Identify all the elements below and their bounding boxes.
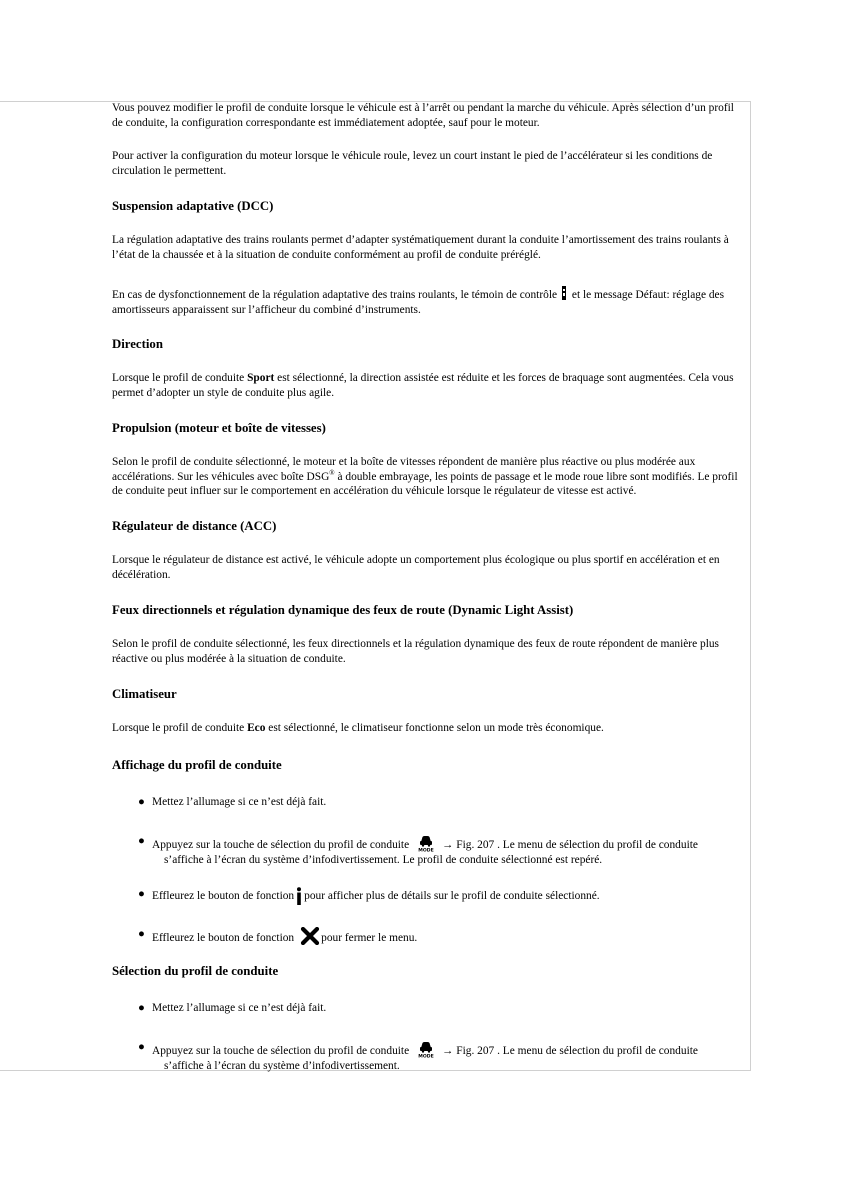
direction-p-bold: Sport	[247, 372, 275, 384]
propulsion-p-after: à double embrayage, les points de passage et le mode roue libre sont modifiés. Le profil de conduite peut influer sur le comportement en accélération du véhicule lorsque le régulateur de vitesse est activé.	[112, 470, 738, 498]
heading-acc: Régulateur de distance (ACC)	[112, 519, 277, 533]
acc-paragraph: Lorsque le régulateur de distance est activé, le véhicule adopte un comportement plus écologique ou plus sportif en accélération et en décélération.	[112, 554, 720, 581]
list-item-text	[152, 834, 740, 867]
heading-climatiseur: Climatiseur	[112, 687, 177, 701]
propulsion-paragraph	[112, 455, 740, 499]
list-item-text: Mettez l’allumage si ce n’est déjà fait.	[152, 796, 327, 808]
intro-paragraph-2: Pour activer la configuration du moteur lorsque le véhicule roule, levez un court instant le pied de l’accélérateur si les conditions de circulation le permettent.	[112, 150, 713, 177]
registered-mark: ®	[329, 468, 335, 477]
bullet: ●	[138, 1041, 145, 1053]
mode-icon-label: MODE	[418, 1054, 434, 1058]
propulsion-p-before: Selon le profil de conduite sélectionné, le moteur et la boîte de vitesses répondent de manière plus réactive ou plus modérée aux accélérations. Sur les véhicules avec boîte DSG	[112, 456, 696, 483]
intro-paragraph-1: Vous pouvez modifier le profil de conduite lorsque le véhicule est à l’arrêt ou pendant la marche du véhicule. Après sélection d’un profil de conduite, la configuration correspondante est immédiatement adoptée, sauf pour le moteur.	[112, 102, 734, 129]
dcc-p2-before: En cas de dysfonctionnement de la régulation adaptative des trains roulants, le témoin de contrôle	[112, 289, 558, 301]
sel-b2-after: → Fig. 207 . Le menu de sélection du profil de conduite	[442, 1045, 698, 1057]
direction-paragraph	[112, 371, 740, 400]
list-item	[112, 1040, 740, 1073]
list-item-text	[152, 887, 740, 905]
clim-p-before: Lorsque le profil de conduite	[112, 722, 248, 734]
heading-affichage: Affichage du profil de conduite	[112, 758, 282, 772]
list-item-text: Mettez l’allumage si ce n’est déjà fait.	[152, 1002, 327, 1014]
list-item	[112, 927, 740, 946]
dcc-warning-lamp-icon	[561, 286, 567, 300]
b4-after: pour fermer le menu.	[321, 932, 418, 944]
bullet: ●	[138, 928, 145, 940]
close-icon	[300, 927, 320, 945]
direction-p-after: est sélectionné, la direction assistée est réduite et les forces de braquage sont augmentées. Cela vous permet d’adopter un style de conduite plus agile.	[112, 372, 734, 399]
list-item-text	[152, 1040, 740, 1073]
bullet: ●	[138, 888, 145, 900]
clim-paragraph	[112, 721, 740, 736]
heading-direction: Direction	[112, 337, 163, 351]
heading-propulsion: Propulsion (moteur et boîte de vitesses)	[112, 421, 326, 435]
b2-after: → Fig. 207 . Le menu de sélection du profil de conduite	[442, 839, 698, 851]
sel-b2-before: Appuyez sur la touche de sélection du profil de conduite	[152, 1045, 410, 1057]
dcc-paragraph-2	[112, 286, 740, 317]
b3-before: Effleurez le bouton de fonction	[152, 890, 295, 902]
clim-p-bold: Eco	[247, 722, 266, 734]
bullet: ●	[138, 1002, 145, 1014]
heading-dcc: Suspension adaptative (DCC)	[112, 199, 274, 213]
list-item	[112, 1001, 740, 1016]
b4-before: Effleurez le bouton de fonction	[152, 932, 295, 944]
b2-continuation: s’affiche à l’écran du système d’infodivertissement. Le profil de conduite sélectionné est repéré.	[164, 853, 603, 866]
dcc-p2-after: et le message Défaut: réglage des amortisseurs apparaissent sur l’afficheur du combiné d’instruments.	[112, 289, 725, 316]
clim-p-after: est sélectionné, le climatiseur fonctionne selon un mode très économique.	[265, 722, 604, 734]
mode-button-icon	[415, 1040, 437, 1058]
list-item	[112, 795, 740, 810]
bullet: ●	[138, 796, 145, 808]
info-icon	[296, 887, 302, 905]
light-paragraph: Selon le profil de conduite sélectionné, les feux directionnels et la régulation dynamique des feux de route répondent de manière plus réactive ou plus modérée à la situation de conduite.	[112, 638, 719, 665]
heading-selection: Sélection du profil de conduite	[112, 964, 279, 978]
b3-after: pour afficher plus de détails sur le profil de conduite sélectionné.	[304, 890, 600, 902]
direction-p-before: Lorsque le profil de conduite	[112, 372, 248, 384]
sel-b2-continuation: s’affiche à l’écran du système d’infodivertissement.	[164, 1059, 400, 1072]
b2-before: Appuyez sur la touche de sélection du profil de conduite	[152, 839, 410, 851]
list-item-text	[152, 927, 740, 946]
heading-light-assist: Feux directionnels et régulation dynamique des feux de route (Dynamic Light Assist)	[112, 603, 574, 617]
mode-button-icon	[415, 834, 437, 852]
list-item	[112, 887, 740, 905]
bullet: ●	[138, 835, 145, 847]
mode-icon-label: MODE	[418, 848, 434, 852]
dcc-paragraph-1: La régulation adaptative des trains roulants permet d’adapter systématiquement durant la conduite l’amortissement des trains roulants à l’état de la chaussée et à la situation de conduite conformément au profil de conduite préréglé.	[112, 234, 729, 261]
list-item	[112, 834, 740, 867]
